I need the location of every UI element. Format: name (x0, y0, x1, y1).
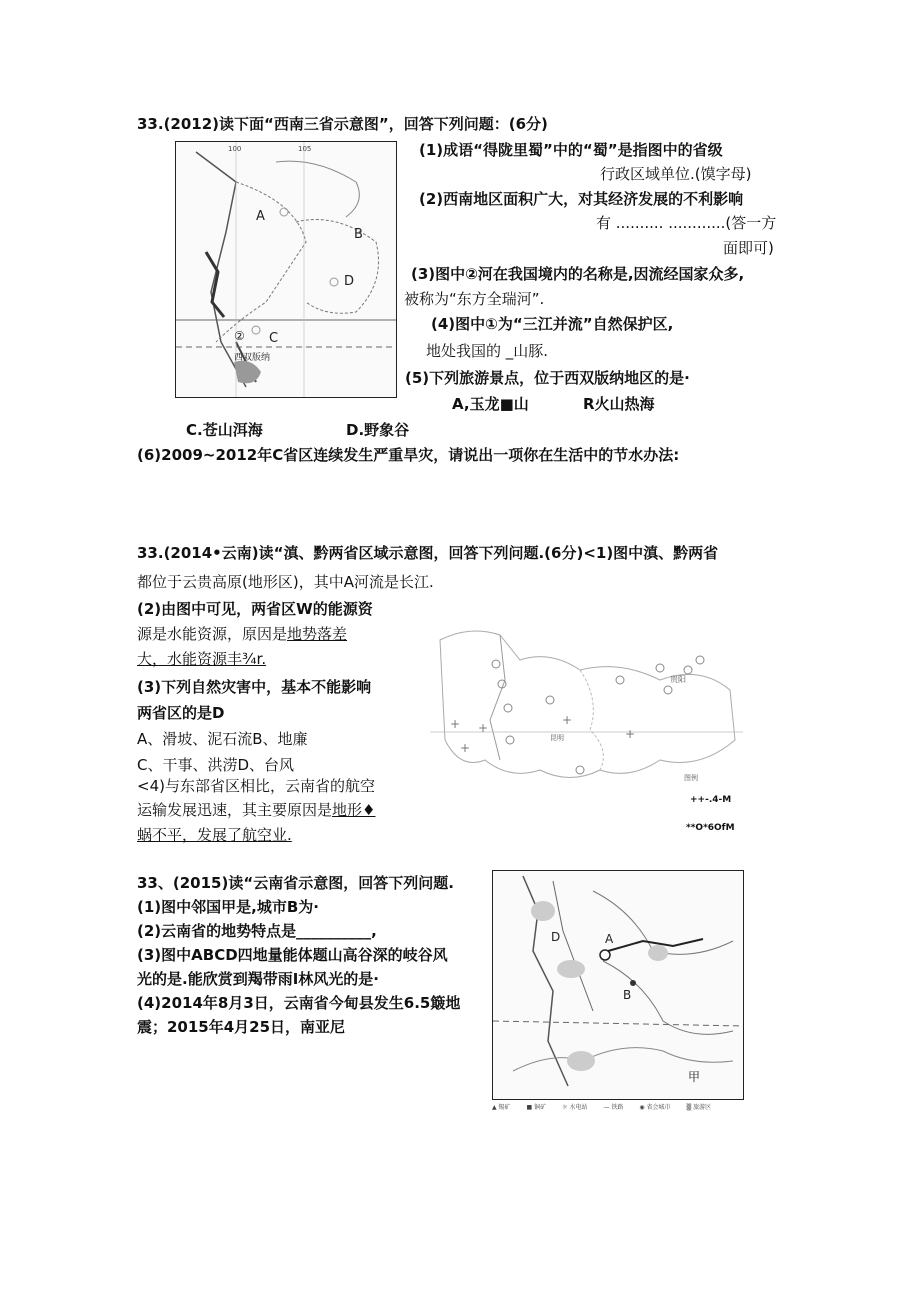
q1-option-c: C.苍山洱海 (186, 421, 263, 439)
q1-header: 33.(2012)读下面“西南三省示意图”，回答下列问题：(6分) (137, 115, 548, 133)
map1-label-xishuangbanna: 西双版纳 (234, 353, 271, 363)
q2-line12: 蜗不平，发展了航空业. (137, 826, 292, 844)
legend-capital: ◉ 省会城市 (639, 1104, 671, 1111)
legend-hydropower: ☼ 水电站 (562, 1104, 588, 1111)
q1-part6: (6)2009~2012年C省区连续发生严重旱灾，请说出一项你在生活中的节水办法: (137, 446, 680, 464)
legend-tin-mine: ▲ 锡矿 (492, 1104, 511, 1111)
map2-legend-line2: **O*6OfM (686, 823, 735, 833)
map3-label-jia: 甲 (688, 1070, 701, 1084)
q3-line3: (3)图中ABCD四地量能体题山高谷深的岐谷风 (137, 946, 448, 964)
q1-option-d: D.野象谷 (346, 421, 410, 439)
map1-lon1: 100 (228, 145, 242, 153)
legend-copper-mine: ■ 铜矿 (526, 1104, 547, 1111)
map3-label-b: B (623, 988, 632, 1002)
q3-header: 33、(2015)读“云南省示意图，回答下列问题. (137, 874, 454, 892)
q2-line2: 都位于云贵高原(地形区)，其中A河流是长江. (137, 573, 434, 591)
yunnan-guizhou-map (430, 620, 743, 790)
map2-graphic (430, 620, 743, 790)
q2-line4-answer: 地势落差 (287, 625, 348, 643)
map2-city-kunming: 昆明 (550, 734, 564, 742)
yunnan-province-map (492, 870, 744, 1100)
q2-line7: 两省区的是D (137, 704, 225, 722)
map1-label-a: A (256, 209, 265, 224)
map1-label-c: C (269, 331, 279, 346)
svg-text:+: + (460, 741, 471, 755)
q3-line6: 震；2015年4月25日，南亚尼 (137, 1018, 346, 1036)
map3-graphic (493, 871, 743, 1099)
svg-text:+: + (450, 717, 461, 731)
legend-railway: — 铁路 (603, 1104, 624, 1111)
q1-part1-line1: (1)成语“得陇里蜀”中的“蜀”是指图中的省级 (419, 141, 723, 159)
map2-city-guiyang: 贵阳 (670, 675, 686, 684)
q1-option-b: R火山热海 (583, 395, 655, 413)
q2-line11 (137, 800, 375, 820)
q2-line8: A、滑坡、泥石流B、地廉 (137, 730, 308, 748)
q1-part3-line2: 被称为“东方全瑞河”. (404, 290, 545, 308)
q3-line2: (2)云南省的地势特点是__________, (137, 922, 377, 940)
q1-part1-line2: 行政区域单位.(馍字母) (600, 165, 752, 183)
q2-line9: C、干事、洪涝D、台风 (137, 756, 295, 774)
q1-part2-line2: 有 .......... ............(答一方 (596, 214, 777, 232)
q2-line5: 大，水能资源丰¾r. (137, 650, 267, 668)
q2-line10: <4)与东部省区相比，云南省的航空 (137, 777, 375, 795)
map3-label-a: A (605, 932, 614, 946)
q2-header: 33.(2014•云南)读“滇、黔两省区域示意图，回答下列问题.(6分)<1)图中滇、黔两省 (137, 544, 719, 562)
q1-part3-line1: (3)图中②河在我国境内的名称是,因流经国家众多, (411, 265, 745, 283)
q1-part4-line1: (4)图中①为“三江并流”自然保护区, (431, 315, 674, 333)
q2-line11-text: 运输发展迅速，其主要原因是 (137, 801, 333, 819)
q3-line4: 光的是.能欣赏到羯带雨I林风光的是· (137, 970, 379, 988)
map1-label-river2: ② (234, 329, 245, 343)
svg-text:+: + (625, 727, 636, 741)
svg-text:+: + (478, 721, 489, 735)
q2-line4 (137, 624, 347, 644)
map2-legend-title: 图例 (684, 774, 698, 782)
q2-line6: (3)下列自然灾害中，基本不能影响 (137, 678, 372, 696)
q2-line4-text: 源是水能资源，原因是 (137, 625, 288, 643)
map2-legend-line1: ++-.4-M (690, 795, 732, 805)
q3-line5: (4)2014年8月3日，云南省今甸县发生6.5簸地 (137, 994, 461, 1012)
q1-part2-line1: (2)西南地区面积广大，对其经济发展的不利影响 (419, 190, 744, 208)
legend-tourism: ▒ 旅游区 (686, 1104, 712, 1111)
q3-line1: (1)图中邻国甲是,城市B为· (137, 898, 319, 916)
svg-text:+: + (562, 713, 573, 727)
map1-label-b: B (354, 227, 363, 242)
southwest-three-provinces-map (175, 141, 397, 398)
q1-part5: (5)下列旅游景点，位于西双版纳地区的是· (405, 369, 690, 387)
q1-option-a: A,玉龙■山 (452, 395, 529, 413)
q2-line11-answer: 地形♦ (332, 801, 376, 819)
map3-legend (492, 1102, 752, 1114)
q1-part4-line2: 地处我国的 _山豚. (426, 342, 549, 360)
q2-line3: (2)由图中可见，两省区W的能源资 (137, 600, 373, 618)
map-graphic (176, 142, 396, 397)
map1-label-d: D (344, 274, 355, 289)
map1-lon2: 105 (298, 145, 312, 153)
q1-part2-line3: 面即可) (723, 239, 774, 257)
map3-label-d: D (551, 930, 561, 944)
